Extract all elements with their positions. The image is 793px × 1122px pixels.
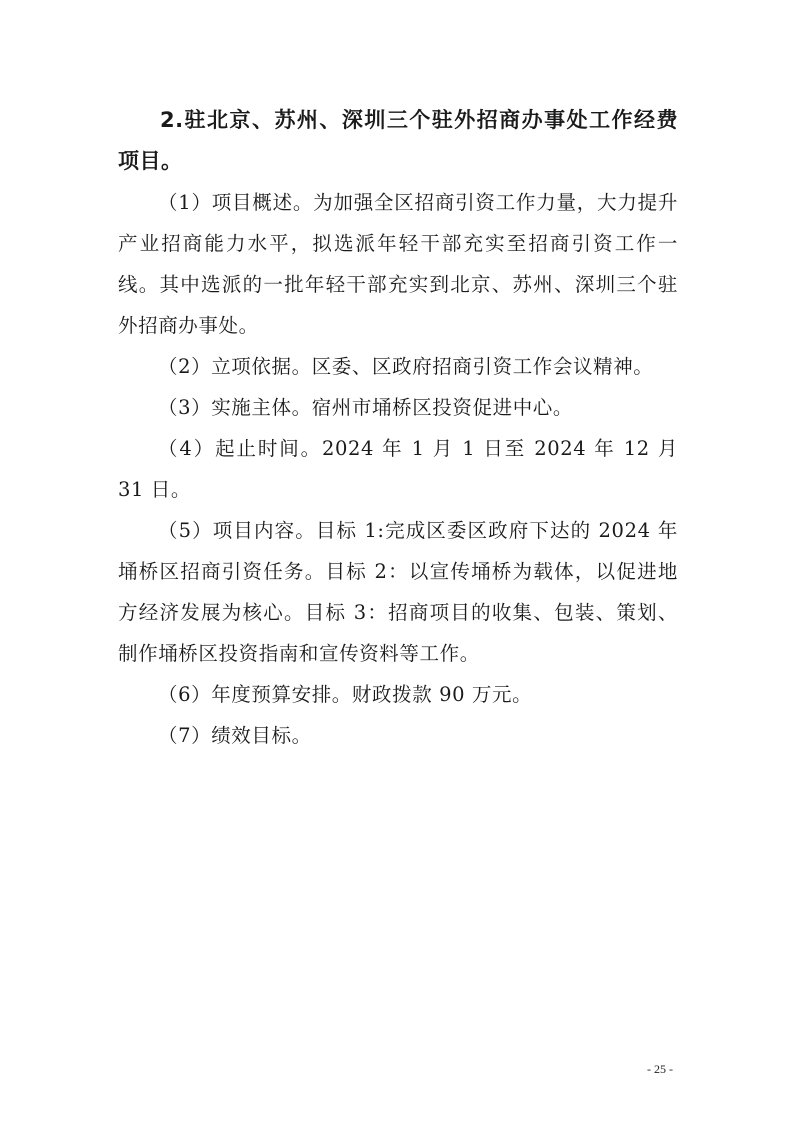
paragraph-content: （5）项目内容。目标 1:完成区委区政府下达的 2024 年埇桥区招商引资任务。目标 2：以宣传埇桥为载体，以促进地方经济发展为核心。目标 3：招商项目的收集、包装、策划、制作埇桥区投资指南和宣传资料等工作。 [118, 519, 678, 665]
section-heading: 2.驻北京、苏州、深圳三个驻外招商办事处工作经费项目。 [118, 108, 678, 173]
paragraph-period: （4）起止时间。2024 年 1 月 1 日至 2024 年 12 月 31 日。 [118, 437, 678, 501]
page-number: - 25 - [647, 1062, 673, 1076]
paragraph-implementer: （3）实施主体。宿州市埇桥区投资促进中心。 [158, 396, 574, 419]
document-body [118, 100, 678, 756]
paragraph-overview: （1）项目概述。为加强全区招商引资工作力量，大力提升产业招商能力水平，拟选派年轻干部充实至招商引资工作一线。其中选派的一批年轻干部充实到北京、苏州、深圳三个驻外招商办事处。 [118, 191, 678, 337]
paragraph-basis: （2）立项依据。区委、区政府招商引资工作会议精神。 [158, 355, 654, 378]
paragraph-budget: （6）年度预算安排。财政拨款 90 万元。 [158, 683, 533, 706]
paragraph-performance-goals: （7）绩效目标。 [158, 724, 312, 747]
